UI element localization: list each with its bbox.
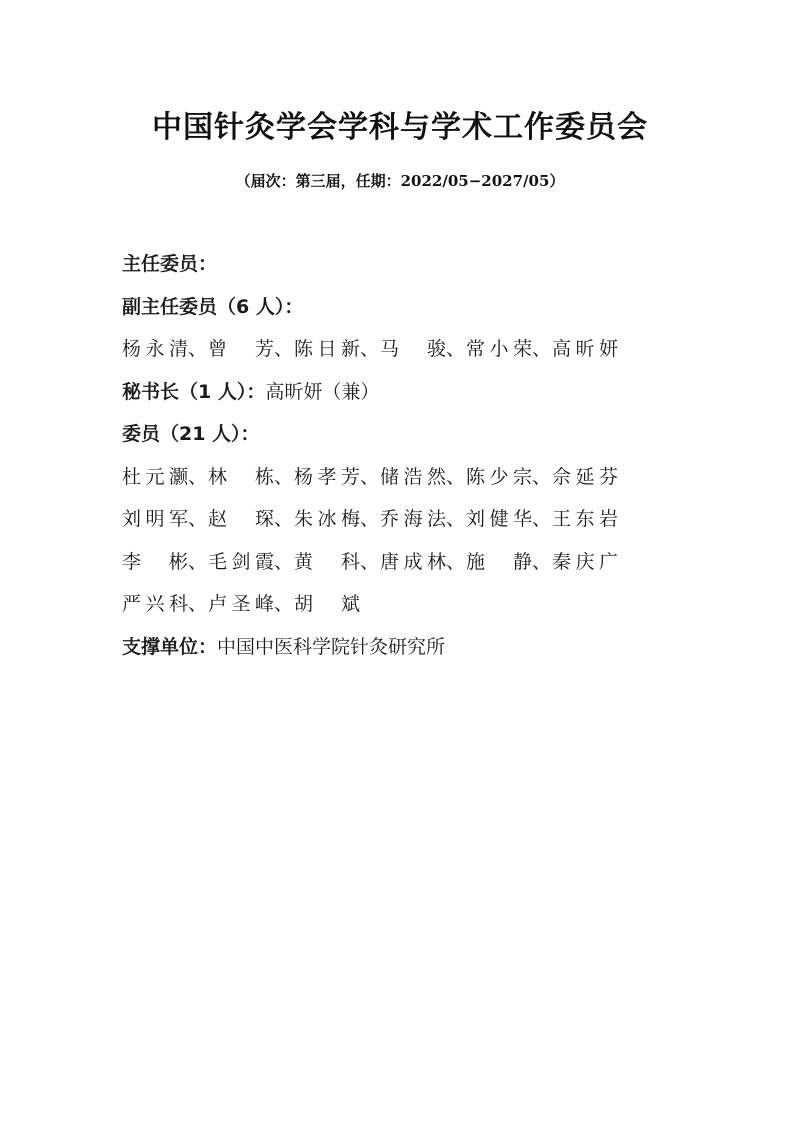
members-row	[122, 548, 642, 591]
name-separator: 、	[274, 550, 294, 573]
vice-directors-line	[122, 293, 642, 336]
person-name: 常小荣	[466, 338, 532, 360]
person-name: 刘明军	[122, 508, 188, 530]
director-line	[122, 250, 642, 293]
name-separator: 、	[446, 550, 466, 573]
person-name: 王东岩	[552, 508, 618, 530]
person-name: 高昕妍	[552, 338, 618, 360]
secretary-general-line	[122, 378, 642, 421]
supporting-unit-label: 支撑单位：	[122, 635, 218, 658]
name-separator: 、	[532, 508, 552, 530]
person-name: 曾 芳	[208, 338, 274, 360]
person-name: 杜元灏	[122, 465, 188, 488]
name-separator: 、	[188, 550, 208, 573]
members-label: 委员（21 人）：	[122, 423, 260, 445]
person-name: 马 骏	[380, 338, 446, 360]
vice-directors-row	[122, 335, 642, 378]
person-name: 刘健华	[466, 508, 532, 530]
supporting-unit-value: 中国中医科学院针灸研究所	[217, 635, 446, 658]
name-separator: 、	[360, 508, 380, 530]
name-separator: 、	[532, 465, 552, 488]
person-name: 胡 斌	[294, 593, 360, 615]
person-name: 朱冰梅	[294, 508, 360, 530]
vice-directors-label: 副主任委员（6 人）：	[122, 295, 304, 318]
person-name: 秦庆广	[552, 550, 618, 573]
person-name: 佘延芬	[552, 465, 618, 488]
person-name: 严兴科	[122, 593, 188, 615]
name-separator: 、	[274, 508, 294, 530]
name-separator: 、	[274, 338, 294, 360]
person-name: 陈日新	[294, 338, 360, 360]
name-separator: 、	[188, 465, 208, 488]
name-separator: 、	[446, 465, 466, 488]
person-name: 赵 琛	[208, 508, 274, 530]
members-row	[122, 463, 642, 506]
person-name: 陈少宗	[466, 465, 532, 488]
name-separator: 、	[360, 550, 380, 573]
person-name: 卢圣峰	[208, 593, 274, 615]
person-name: 李 彬	[122, 550, 188, 573]
secretary-general-value: 高昕妍（兼）	[265, 380, 380, 403]
name-separator: 、	[188, 508, 208, 530]
document-title: 中国针灸学会学科与学术工作委员会	[152, 110, 648, 145]
person-name: 杨永清	[122, 338, 188, 360]
supporting-unit-line	[122, 633, 642, 676]
person-name: 毛剑霞	[208, 550, 274, 573]
name-separator: 、	[446, 508, 466, 530]
name-separator: 、	[188, 593, 208, 615]
members-row	[122, 590, 642, 633]
committee-roster	[122, 250, 642, 675]
director-label: 主任委员：	[122, 253, 218, 275]
person-name: 施 静	[466, 550, 532, 573]
name-separator: 、	[188, 338, 208, 360]
members-line	[122, 420, 642, 463]
term-info: （届次：第三届，任期：2022/05−2027/05）	[235, 172, 565, 190]
person-name: 乔海法	[380, 508, 446, 530]
vice-directors-list	[122, 335, 642, 378]
person-name: 黄 科	[294, 550, 360, 573]
members-row	[122, 505, 642, 548]
name-separator: 、	[532, 338, 552, 360]
name-separator: 、	[360, 338, 380, 360]
name-separator: 、	[446, 338, 466, 360]
person-name: 杨孝芳	[294, 465, 360, 488]
secretary-general-label: 秘书长（1 人）：	[122, 380, 266, 403]
name-separator: 、	[274, 593, 294, 615]
person-name: 林 栋	[208, 465, 274, 488]
person-name: 储浩然	[380, 465, 446, 488]
members-list	[122, 463, 642, 633]
name-separator: 、	[532, 550, 552, 573]
name-separator: 、	[360, 465, 380, 488]
name-separator: 、	[274, 465, 294, 488]
person-name: 唐成林	[380, 550, 446, 573]
